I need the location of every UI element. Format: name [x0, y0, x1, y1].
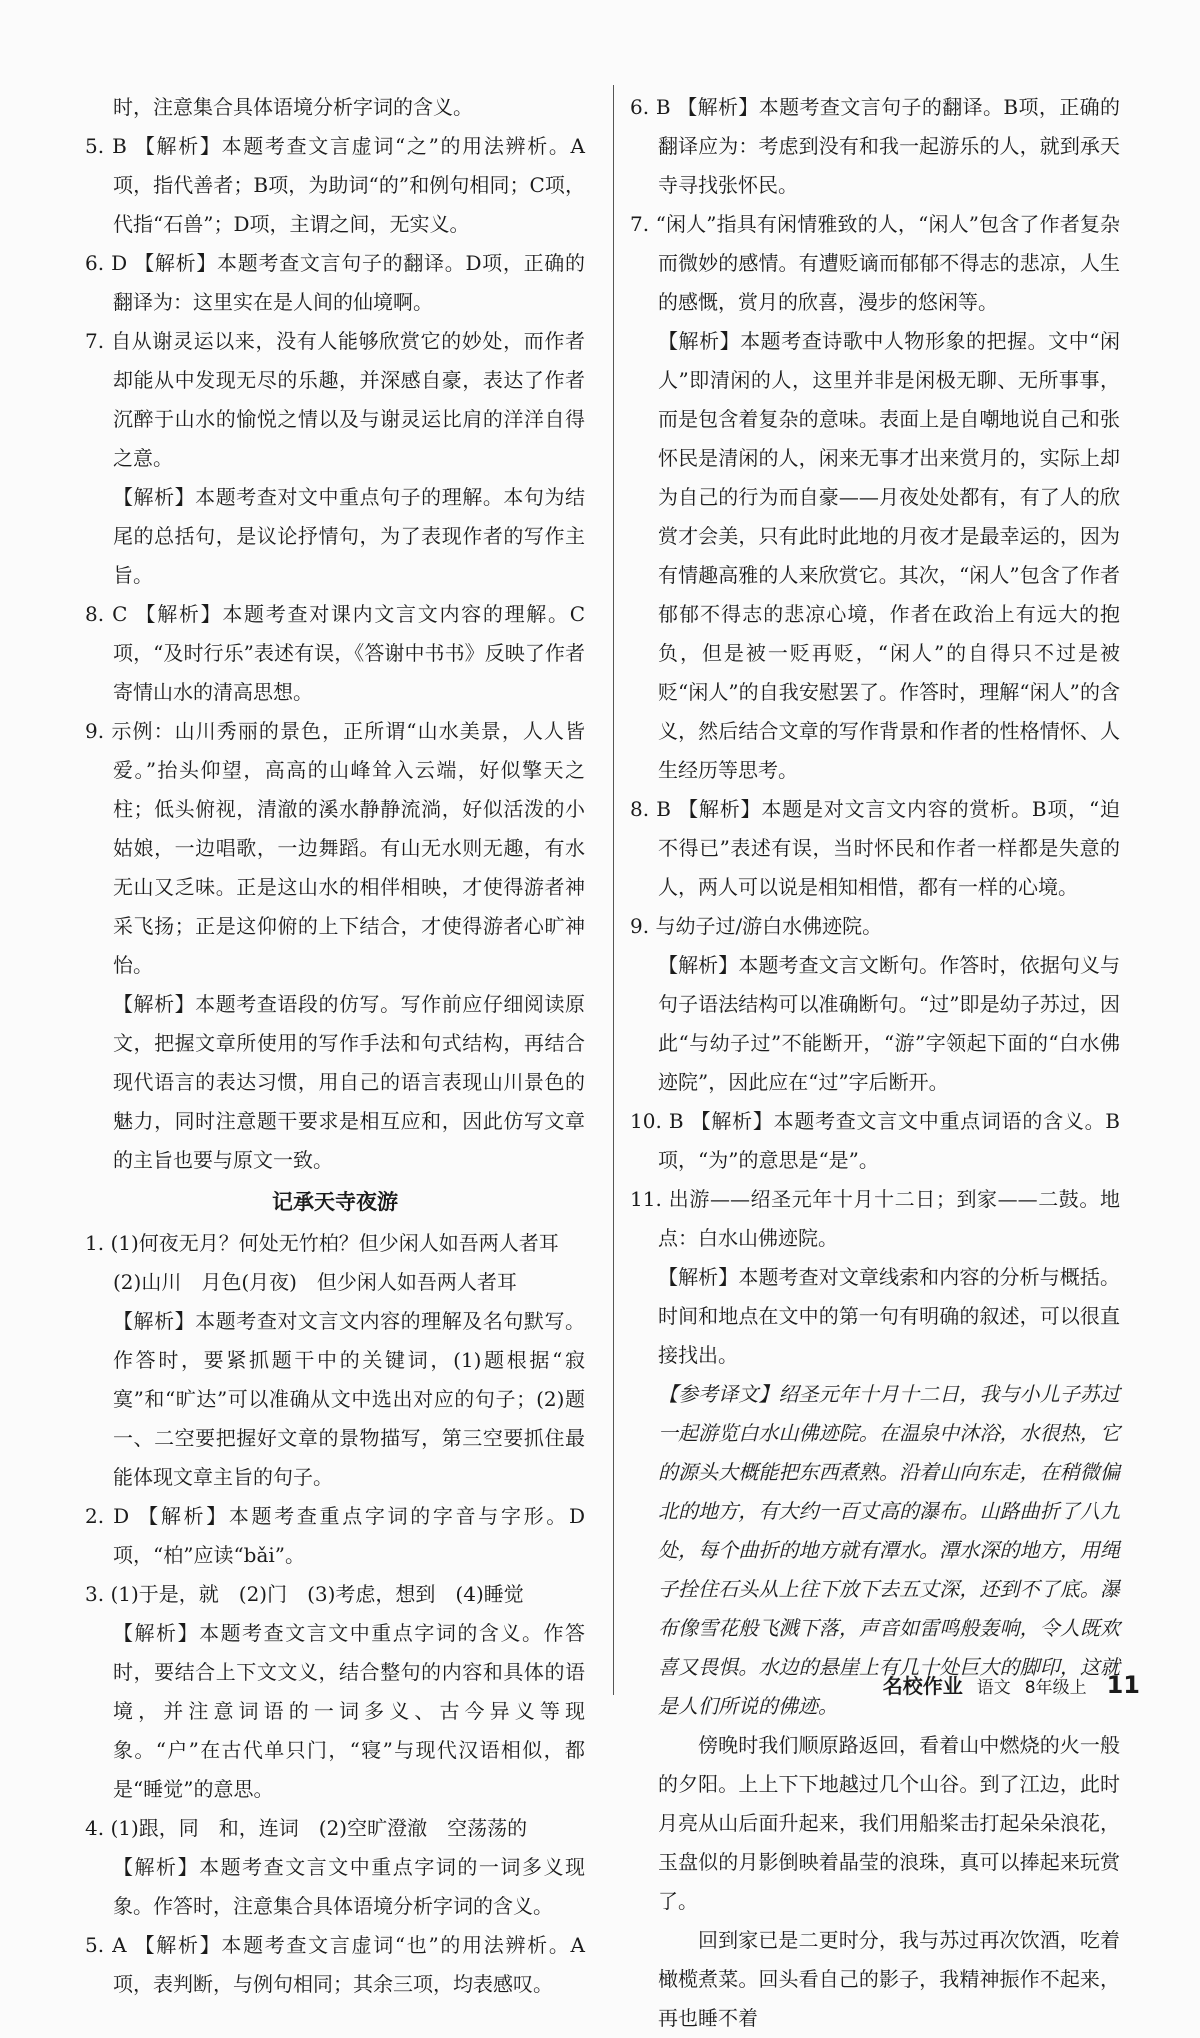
answer-paragraph: 10. B 【解析】本题考查文言文中重点词语的含义。B项，“为”的意思是“是”。: [630, 1109, 1120, 1172]
answer-paragraph: 6. D 【解析】本题考查文言句子的翻译。D项，正确的翻译为：这里实在是人间的仙境啊。: [85, 251, 585, 314]
answer-paragraph: 回到家已是二更时分，我与苏过再次饮酒，吃着橄榄煮菜。回头看自己的影子，我精神振作不起来，再也睡不着: [658, 1928, 1120, 2030]
answer-paragraph: 【解析】本题考查对文中重点句子的理解。本句为结尾的总括句，是议论抒情句，为了表现作者的写作主旨。: [113, 485, 585, 587]
footer-subject: 语文: [976, 1678, 1011, 1698]
answer-paragraph: 7. 自从谢灵运以来，没有人能够欣赏它的妙处，而作者却能从中发现无尽的乐趣，并深感自豪，表达了作者沉醉于山水的愉悦之情以及与谢灵运比肩的洋洋自得之意。: [85, 329, 585, 470]
section-heading: 记承天寺夜游: [272, 1190, 398, 1214]
footer-brand: 名校作业: [882, 1674, 963, 1698]
answer-paragraph: 【解析】本题考查诗歌中人物形象的把握。文中“闲人”即清闲的人，这里并非是闲极无聊、无所事事，而是包含着复杂的意味。表面上是自嘲地说自己和张怀民是清闲的人，闲来无事才出来赏月的，实际上却为自己的行为而自豪——月夜处处都有，有了人的欣赏才会美，只有此时此地的月夜才是最幸运的，因为有情趣高雅的人来欣赏它。其次，“闲人”包含了作者郁郁不得志的悲凉心境，作者在政治上有远大的抱负，但是被一贬再贬，“闲人”的自得只不过是被贬“闲人”的自我安慰罢了。作答时，理解“闲人”的含义，然后结合文章的写作背景和作者的性格情怀、人生经历等思考。: [658, 329, 1120, 782]
page-number: 11: [1106, 1671, 1140, 1699]
answer-paragraph: 8. C 【解析】本题考查对课内文言文内容的理解。C项，“及时行乐”表述有误，《答谢中书书》反映了作者寄情山水的清高思想。: [85, 602, 585, 704]
answer-paragraph: 时，注意集合具体语境分析字词的含义。: [113, 95, 473, 119]
answer-paragraph: 【解析】本题考查对文言文内容的理解及名句默写。作答时，要紧抓题干中的关键词，(1)题根据“寂寞”和“旷达”可以准确从文中选出对应的句子；(2)题一、二空要把握好文章的景物描写，第三空要抓住最能体现文章主旨的句子。: [113, 1309, 585, 1489]
column-divider: [613, 85, 614, 1695]
answer-paragraph: 9. 与幼子过/游白水佛迹院。: [630, 914, 883, 938]
answer-paragraph: 9. 示例：山川秀丽的景色，正所谓“山水美景，人人皆爱。”抬头仰望，高高的山峰耸入云端，好似擎天之柱；低头俯视，清澈的溪水静静流淌，好似活泼的小姑娘，一边唱歌，一边舞蹈。有山无水则无趣，有水无山又乏味。正是这山水的相伴相映，才使得游者神采飞扬；正是这仰俯的上下结合，才使得游者心旷神怡。: [85, 719, 585, 977]
right-column: [630, 88, 1120, 2038]
answer-paragraph: 3. (1)于是，就 (2)门 (3)考虑，想到 (4)睡觉: [85, 1582, 524, 1606]
answer-paragraph: 【解析】本题考查对文章线索和内容的分析与概括。时间和地点在文中的第一句有明确的叙述，可以很直接找出。: [658, 1265, 1120, 1367]
answer-paragraph: 【参考译文】绍圣元年十月十二日，我与小儿子苏过一起游览白水山佛迹院。在温泉中沐浴，水很热，它的源头大概能把东西煮熟。沿着山向东走，在稍微偏北的地方，有大约一百丈高的瀑布。山路曲折了八九处，每个曲折的地方就有潭水。潭水深的地方，用绳子拴住石头从上往下放下去五丈深，还到不了底。瀑布像雪花般飞溅下落，声音如雷鸣般轰响，令人既欢喜又畏惧。水边的悬崖上有几十处巨大的脚印，这就是人们所说的佛迹。: [658, 1382, 1120, 1718]
answer-paragraph: 1. (1)何夜无月？何处无竹柏？但少闲人如吾两人者耳: [85, 1231, 559, 1255]
answer-paragraph: 4. (1)跟，同 和，连词 (2)空旷澄澈 空荡荡的: [85, 1816, 528, 1840]
answer-paragraph: 5. A 【解析】本题考查文言虚词“也”的用法辨析。A项，表判断，与例句相同；其余三项，均表感叹。: [85, 1933, 585, 1996]
answer-paragraph: 【解析】本题考查文言文断句。作答时，依据句义与句子语法结构可以准确断句。“过”即是幼子苏过，因此“与幼子过”不能断开，“游”字领起下面的“白水佛迹院”，因此应在“过”字后断开。: [658, 953, 1120, 1094]
answer-paragraph: 2. D 【解析】本题考查重点字词的字音与字形。D项，“柏”应读“bǎi”。: [85, 1504, 585, 1567]
answer-paragraph: (2)山川 月色(月夜) 但少闲人如吾两人者耳: [113, 1270, 517, 1294]
answer-paragraph: 8. B 【解析】本题是对文言文内容的赏析。B项，“迫不得已”表述有误，当时怀民和作者一样都是失意的人，两人可以说是相知相惜，都有一样的心境。: [630, 797, 1120, 899]
answer-paragraph: 11. 出游——绍圣元年十月十二日；到家——二鼓。地点：白水山佛迹院。: [630, 1187, 1120, 1250]
answer-paragraph: 6. B 【解析】本题考查文言句子的翻译。B项，正确的翻译应为：考虑到没有和我一起游乐的人，就到承天寺寻找张怀民。: [630, 95, 1120, 197]
answer-paragraph: 【解析】本题考查语段的仿写。写作前应仔细阅读原文，把握文章所使用的写作手法和句式结构，再结合现代语言的表达习惯，用自己的语言表现山川景色的魅力，同时注意题干要求是相互应和，因此仿写文章的主旨也要与原文一致。: [113, 992, 585, 1172]
footer-grade: 8年级上: [1024, 1678, 1087, 1698]
answer-paragraph: 傍晚时我们顺原路返回，看着山中燃烧的火一般的夕阳。上上下下地越过几个山谷。到了江边，此时月亮从山后面升起来，我们用船桨击打起朵朵浪花，玉盘似的月影倒映着晶莹的浪珠，真可以捧起来玩赏了。: [658, 1733, 1120, 1913]
page-footer: [883, 1670, 1140, 1699]
answer-paragraph: 【解析】本题考查文言文中重点字词的含义。作答时，要结合上下文文义，结合整句的内容和具体的语境，并注意词语的一词多义、古今异义等现象。“户”在古代单只门，“寝”与现代汉语相似，都是“睡觉”的意思。: [113, 1621, 585, 1801]
answer-paragraph: 5. B 【解析】本题考查文言虚词“之”的用法辨析。A项，指代善者；B项，为助词“的”和例句相同；C项，代指“石兽”；D项，主谓之间，无实义。: [85, 134, 585, 236]
left-column: [85, 88, 585, 2004]
answer-paragraph: 7. “闲人”指具有闲情雅致的人，“闲人”包含了作者复杂而微妙的感情。有遭贬谪而郁郁不得志的悲凉，人生的感慨，赏月的欣喜，漫步的悠闲等。: [630, 212, 1120, 314]
answer-paragraph: 【解析】本题考查文言文中重点字词的一词多义现象。作答时，注意集合具体语境分析字词的含义。: [113, 1855, 585, 1918]
